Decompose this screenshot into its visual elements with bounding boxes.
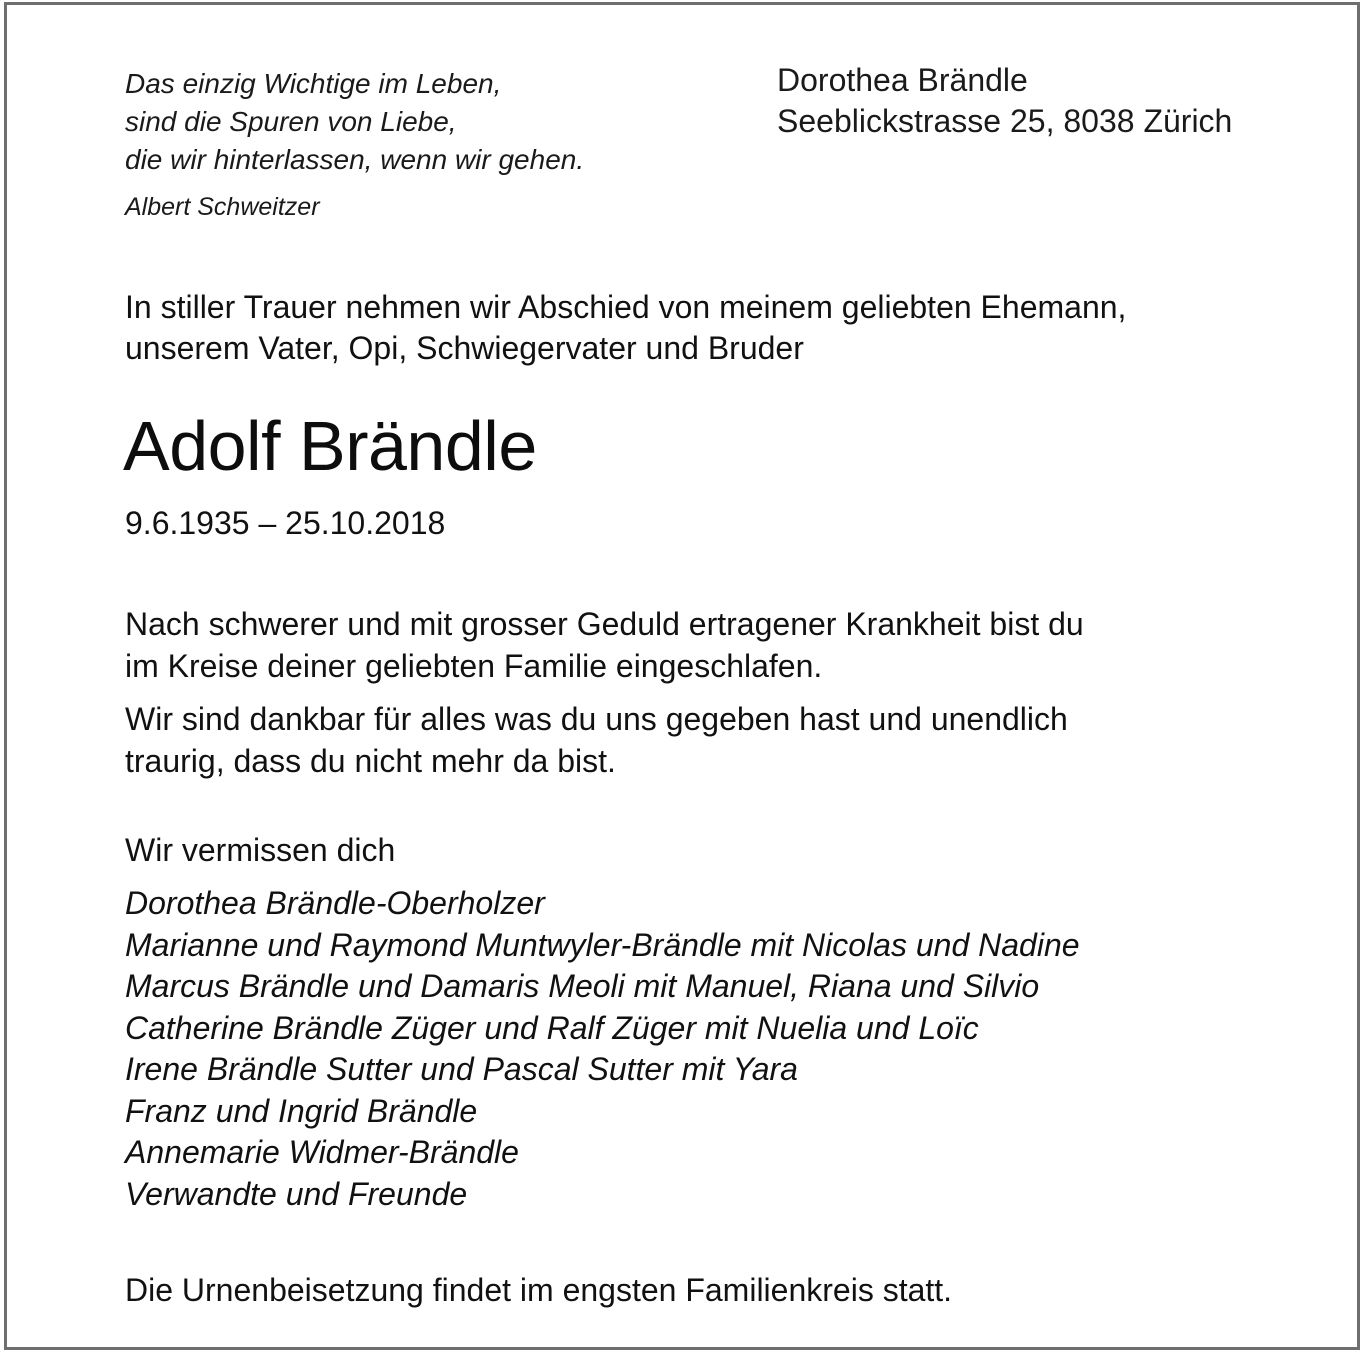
intro-text [125,287,1305,369]
farewell-text: Wir vermissen dich [125,832,396,868]
mourner-item: Annemarie Widmer-Brändle [125,1134,519,1170]
quote-line: die wir hinterlassen, wenn wir gehen. [125,144,585,175]
address-name: Dorothea Brändle [777,62,1028,98]
epigraph-quote [125,65,745,179]
message-line: traurig, dass du nicht mehr da bist. [125,743,616,779]
quote-author: Albert Schweitzer [125,193,320,221]
intro-line: unserem Vater, Opi, Schwiegervater und Bruder [125,330,804,366]
deceased-name: Adolf Brändle [123,407,537,485]
message-line: im Kreise deiner geliebten Familie eingeschlafen. [125,648,823,684]
quote-line: sind die Spuren von Liebe, [125,106,457,137]
message-paragraph-1 [125,603,1305,687]
obituary-notice [4,2,1360,1350]
mourner-item: Catherine Brändle Züger und Ralf Züger mit Nuelia und Loïc [125,1009,979,1046]
mourner-item: Franz und Ingrid Brändle [125,1092,478,1129]
message-paragraph-2 [125,698,1305,782]
mourner-item: Marianne und Raymond Muntwyler-Brändle mit Nicolas und Nadine [125,926,1080,963]
mourners-list [125,883,1305,1215]
closing-note: Die Urnenbeisetzung findet im engsten Familienkreis statt. [125,1272,953,1308]
message-line: Nach schwerer und mit grosser Geduld ertragener Krankheit bist du [125,606,1084,642]
mourner-item: Dorothea Brändle-Oberholzer [125,885,545,921]
mourner-item: Irene Brändle Sutter und Pascal Sutter mit Yara [125,1051,798,1087]
life-dates: 9.6.1935 – 25.10.2018 [125,505,446,541]
quote-line: Das einzig Wichtige im Leben, [125,68,502,99]
address-street-city: Seeblickstrasse 25, 8038 Zürich [777,103,1233,139]
mourner-item: Marcus Brändle und Damaris Meoli mit Manuel, Riana und Silvio [125,968,1040,1004]
contact-address [777,60,1337,142]
mourner-item: Verwandte und Freunde [125,1175,468,1212]
message-line: Wir sind dankbar für alles was du uns gegeben hast und unendlich [125,701,1068,737]
intro-line: In stiller Trauer nehmen wir Abschied von meinem geliebten Ehemann, [125,289,1127,325]
